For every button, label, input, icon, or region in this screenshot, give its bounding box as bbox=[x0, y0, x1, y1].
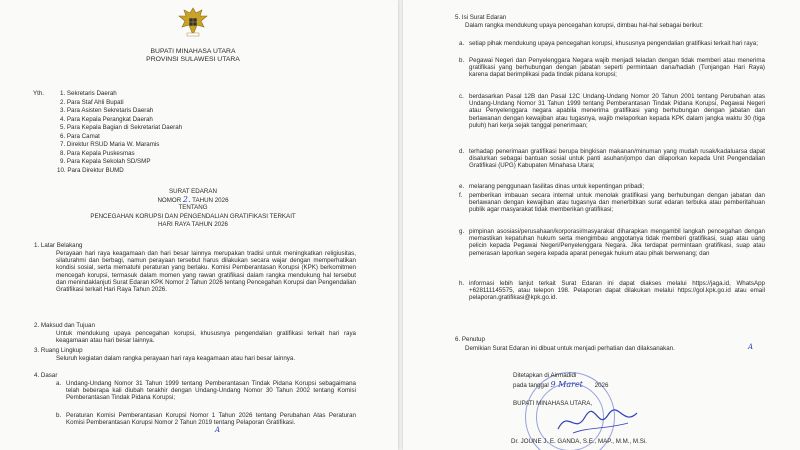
page-right bbox=[403, 0, 800, 450]
list-label: a. bbox=[459, 40, 465, 47]
list-item: terhadap penerimaan gratifikasi berupa bingkisan makanan/minuman yang mudah rusak/kadaluarsa dapat disalurkan sebagai bantuan sosial untuk panti asuhan/jompo dan dilaporkan kepada Unit Pengendalian Gratifikasi (UPG) Kabupaten Minahasa Utara; bbox=[469, 148, 765, 170]
sign-title: BUPATI MINAHASA UTARA, bbox=[513, 400, 593, 407]
list-item: 8. Para Kepala Puskesmas bbox=[60, 149, 135, 157]
list-label: b. bbox=[459, 57, 465, 64]
yth-label: Yth. bbox=[33, 90, 45, 97]
header-line1: BUPATI MINAHASA UTARA bbox=[150, 48, 236, 55]
list-item: 10. Para Direktur BUMD bbox=[57, 166, 124, 174]
sign-place: Ditetapkan di Airmadidi bbox=[513, 372, 577, 379]
section-heading: 6. Penutup bbox=[455, 336, 485, 343]
list-label: d. bbox=[459, 148, 465, 155]
section-body: Untuk mendukung upaya pencegahan korupsi, khususnya pengendalian gratifikasi terkait hari raya keagamaan atau hari besar lainnya. bbox=[56, 330, 356, 345]
date-year: 2026 bbox=[594, 382, 609, 389]
section-heading: 4. Dasar bbox=[34, 372, 58, 379]
signature-mark bbox=[553, 405, 643, 437]
list-item: 1. Sekretaris Daerah bbox=[60, 90, 117, 97]
section-heading: 2. Maksud dan Tujuan bbox=[34, 322, 95, 329]
title-line4: PENCEGAHAN KORUPSI DAN PENGENDALIAN GRATIFIKASI TERKAIT bbox=[90, 213, 296, 220]
date-prefix: pada tanggal bbox=[513, 382, 549, 389]
list-label: e. bbox=[459, 183, 465, 190]
list-label: g. bbox=[459, 228, 465, 235]
section-body: Seluruh kegiatan dalam rangka perayaan hari raya keagamaan atau hari besar lainnya. bbox=[56, 355, 296, 362]
title-line5: HARI RAYA TAHUN 2026 bbox=[157, 221, 229, 228]
section-heading: 1. Latar Belakang bbox=[34, 242, 83, 249]
list-label: h. bbox=[459, 280, 465, 287]
date-handwritten: 9 Maret bbox=[550, 380, 583, 389]
title-line3: TENTANG bbox=[178, 204, 208, 211]
list-item: 4. Para Kepala Perangkat Daerah bbox=[60, 115, 153, 123]
garuda-emblem-icon bbox=[176, 5, 210, 39]
list-item: setiap pihak mendukung upaya pencegahan korupsi, khususnya pengendalian gratifikasi terkait hari raya; bbox=[469, 40, 758, 47]
header-line2: PROVINSI SULAWESI UTARA bbox=[146, 56, 240, 63]
nomor-handwritten: 2. bbox=[182, 195, 191, 204]
list-item: pemberikan imbauan secara internal untuk menolak gratifikasi yang berhubungan dengan jabatan dan berlawanan dengan kewajiban atau tugasnya dan menerbitkan surat edaran terbuka atau pemberitahuan publik agar masyarakat tidak memberikan gratifikasi; bbox=[469, 192, 765, 214]
list-label: a. bbox=[56, 380, 62, 387]
section-body: Perayaan hari raya keagamaan dan hari besar lainnya merupakan tradisi untuk meningkatkan religiusitas, silaturahmi dan berbagi, namun perayaan tersebut harus dilakukan secara wajar dengan memperhatikan kondisi sosial, serta mematuhi peraturan yang berlaku. Komisi Pemberantasan Korupsi (KPK) berkomitmen mencegah korupsi, termasuk dalam momen yang rawan gratifikasi dalam rangka mendukung hal tersebut dan menindaklanjuti Surat Edaran KPK Nomor 2 Tahun 2026 tentang Pencegahan Korupsi dan Pengendalian Gratifikasi terkait Hari Raya Tahun 2026. bbox=[56, 250, 356, 294]
list-label: b. bbox=[56, 412, 62, 419]
list-item: 7. Direktur RSUD Maria W. Maramis bbox=[60, 141, 160, 148]
list-item: Pegawai Negeri dan Penyelenggara Negara wajib menjadi teladan dengan tidak memberi atau menerima gratifikasi yang berhubungan dengan jabatan seperti permintaan dana/hadiah (Tunjangan Hari Raya) karena dapat berimplikasi pada tindak pidana korupsi; bbox=[469, 57, 765, 79]
section-body: Demikian Surat Edaran ini dibuat untuk menjadi perhatian dan dilaksanakan. bbox=[465, 345, 675, 352]
sign-date bbox=[513, 381, 608, 389]
list-item: 2. Para Staf Ahli Bupati bbox=[60, 98, 124, 106]
paraf-mark: A bbox=[215, 426, 221, 434]
nomor-prefix: NOMOR bbox=[157, 197, 182, 204]
list-item: 6. Para Camat bbox=[60, 132, 100, 140]
list-item: 5. Para Kepala Bagian di Sekretariat Daerah bbox=[60, 124, 183, 131]
list-item: berdasarkan Pasal 12B dan Pasal 12C Undang-Undang Nomor 20 Tahun 2001 tentang Perubahan atas Undang-Undang Nomor 31 Tahun 1999 tentang Pemberantasan Tindak Pidana Korupsi, Pegawai Negeri atau Penyelenggara negara apabila menerima gratifikasi yang berhubungan dengan jabatan dan berlawanan dengan kewajiban atau tugasnya, wajib melaporkan kepada KPK dalam jangka waktu 30 (tiga puluh) hari kerja sejak tanggal penerimaan; bbox=[469, 93, 765, 129]
list-item: 9. Para Kepala Sekolah SD/SMP bbox=[60, 158, 151, 165]
paraf-mark: A bbox=[748, 343, 754, 351]
list-item: pimpinan asosiasi/perusahaan/korporasi/masyarakat diharapkan mengambil langkah pencegahan dengan memastikan kepatuhan hukum serta mengimbau anggotanya tidak memberi gratifikasi, suap atau uang pelicin kepada Pegawai Negeri/Penyelenggara Negara. Jika terdapat permintaan gratifikasi, suap atau pemerasan laporkan segera kepada aparat penegak hukum atau pihak berwenang; dan bbox=[469, 228, 765, 257]
title-line1: SURAT EDARAN bbox=[169, 188, 217, 195]
list-item: 3. Para Asisten Sekretaris Daerah bbox=[60, 107, 154, 114]
section-intro: Dalam rangka mendukung upaya pencegahan korupsi, dimbau hal-hal sebagai berikut: bbox=[465, 22, 704, 29]
page-left bbox=[0, 0, 398, 450]
title-nomor bbox=[0, 196, 386, 204]
list-item: Undang-Undang Nomor 31 Tahun 1999 tentang Pemberantasan Tindak Pidana Korupsi sebagaimana telah beberapa kali diubah terakhir dengan Undang-Undang Nomor 30 Tahun 2002 tentang Komisi Pemberantasan Tindak Pidana Korupsi; bbox=[66, 380, 356, 402]
sign-name: Dr. JOUNE J. E. GANDA, S.E., MAP., M.M., M.Si. bbox=[511, 438, 648, 445]
section-heading: 3. Ruang Lingkup bbox=[34, 347, 83, 354]
nomor-suffix: TAHUN 2026 bbox=[192, 197, 229, 204]
list-item: informasi lebih lanjut terkait Surat Edaran ini dapat diakses melalui https://jaga.id, WhatsApp +628111145575, atau telepon 198. Pelaporan dapat dilakukan melalui https://gol.kpk.go.id atau email pelaporan.gratifikasi@kpk.go.id. bbox=[469, 280, 765, 302]
section-heading: 5. Isi Surat Edaran bbox=[455, 14, 507, 21]
list-item: Peraturan Komisi Pemberantasan Korupsi Nomor 1 Tahun 2026 tentang Perubahan Atas Peraturan Komisi Pemberantasan Korupsi Nomor 2 Tahun 2019 tentang Pelaporan Gratifikasi. bbox=[66, 412, 356, 427]
list-item: melarang penggunaan fasilitas dinas untuk kepentingan pribadi; bbox=[469, 183, 645, 190]
list-label: f. bbox=[459, 192, 463, 199]
list-label: c. bbox=[459, 93, 464, 100]
